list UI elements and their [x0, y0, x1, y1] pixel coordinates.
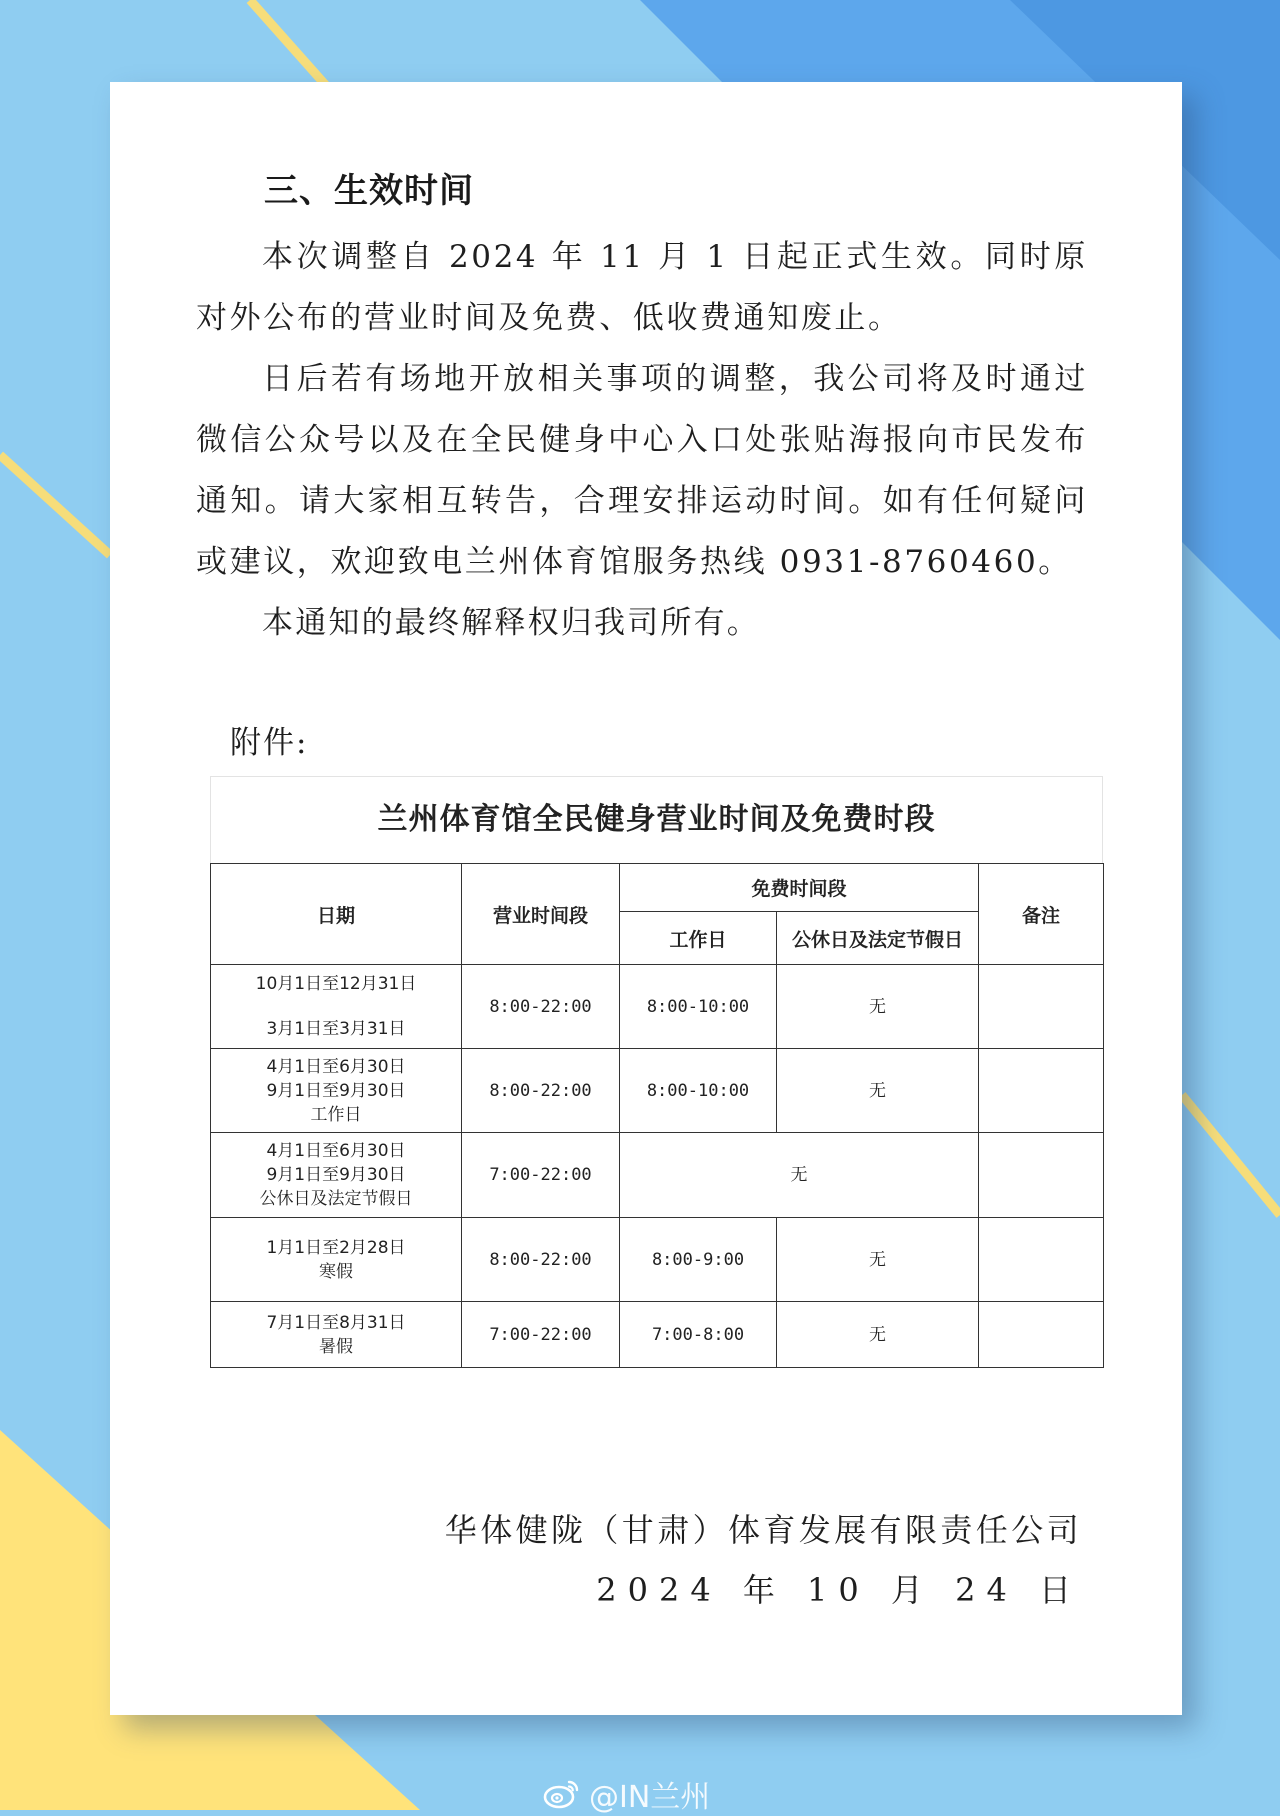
header-workday: 工作日 — [620, 912, 777, 965]
watermark — [543, 1772, 710, 1816]
date-cell — [211, 1302, 462, 1368]
table-row — [211, 1133, 1104, 1218]
remarks-cell — [979, 1218, 1104, 1302]
header-business-hours: 营业时间段 — [462, 864, 620, 965]
remarks-cell — [979, 965, 1104, 1049]
header-remarks: 备注 — [979, 864, 1104, 965]
header-date: 日期 — [211, 864, 462, 965]
workday-free-cell: 8:00-9:00 — [620, 1218, 777, 1302]
paragraph-future-adjustments: 日后若有场地开放相关事项的调整，我公司将及时通过微信公众号以及在全民健身中心入口处张贴海报向市民发布通知。请大家相互转告，合理安排运动时间。如有任何疑问或建议，欢迎致电兰州体育馆服务热线 0931-8760460。 — [196, 361, 1088, 580]
date-line: 寒假 — [319, 1261, 353, 1282]
business-hours-cell: 7:00-22:00 — [462, 1133, 620, 1218]
business-hours-cell: 7:00-22:00 — [462, 1302, 620, 1368]
weibo-icon — [543, 1778, 581, 1810]
holiday-free-cell: 无 — [777, 1302, 979, 1368]
signature-company: 华体健陇（甘肃）体育发展有限责任公司 — [444, 1511, 1082, 1549]
schedule-table — [210, 863, 1104, 1368]
date-line: 工作日 — [310, 1104, 362, 1125]
date-line: 7月1日至8月31日 — [266, 1312, 406, 1333]
signature-block — [445, 1500, 1082, 1620]
date-line: 1月1日至2月28日 — [266, 1237, 406, 1258]
table-row — [211, 965, 1104, 1049]
business-hours-cell: 8:00-22:00 — [462, 965, 620, 1049]
date-line: 4月1日至6月30日 — [266, 1056, 406, 1077]
workday-free-cell: 8:00-10:00 — [620, 965, 777, 1049]
table-title: 兰州体育馆全民健身营业时间及免费时段 — [210, 776, 1103, 863]
date-line: 公休日及法定节假日 — [259, 1189, 413, 1209]
remarks-cell — [979, 1049, 1104, 1133]
holiday-free-cell: 无 — [777, 1049, 979, 1133]
free-period-merged-cell: 无 — [620, 1133, 979, 1218]
attachment-label: 附件: — [230, 725, 309, 761]
remarks-cell — [979, 1133, 1104, 1218]
remarks-cell — [979, 1302, 1104, 1368]
date-line: 9月1日至9月30日 — [266, 1080, 406, 1101]
header-holiday: 公休日及法定节假日 — [777, 912, 979, 965]
table-row — [211, 1302, 1104, 1368]
schedule-table-container — [210, 776, 1103, 1368]
signature-date: 2024 年 10 月 24 日 — [596, 1571, 1082, 1609]
workday-free-cell: 8:00-10:00 — [620, 1049, 777, 1133]
business-hours-cell: 8:00-22:00 — [462, 1218, 620, 1302]
paragraph-effective-date: 本次调整自 2024 年 11 月 1 日起正式生效。同时原对外公布的营业时间及免费、低收费通知废止。 — [196, 239, 1088, 336]
date-cell — [211, 1133, 462, 1218]
date-line: 9月1日至9月30日 — [266, 1165, 406, 1185]
date-line: 10月1日至12月31日 — [255, 974, 417, 994]
table-row — [211, 1218, 1104, 1302]
date-line: 3月1日至3月31日 — [266, 1019, 406, 1039]
date-line: 4月1日至6月30日 — [266, 1141, 406, 1161]
date-cell — [211, 965, 462, 1049]
date-cell — [211, 1049, 462, 1133]
date-line: 暑假 — [319, 1336, 353, 1357]
holiday-free-cell: 无 — [777, 1218, 979, 1302]
section-heading: 三、生效时间 — [264, 171, 474, 211]
watermark-text: @IN兰州 — [589, 1780, 711, 1815]
header-free-period: 免费时间段 — [620, 864, 979, 912]
table-row — [211, 1049, 1104, 1133]
business-hours-cell: 8:00-22:00 — [462, 1049, 620, 1133]
paragraph-interpretation-right: 本通知的最终解释权归我司所有。 — [262, 605, 760, 641]
holiday-free-cell: 无 — [777, 965, 979, 1049]
date-cell — [211, 1218, 462, 1302]
workday-free-cell: 7:00-8:00 — [620, 1302, 777, 1368]
